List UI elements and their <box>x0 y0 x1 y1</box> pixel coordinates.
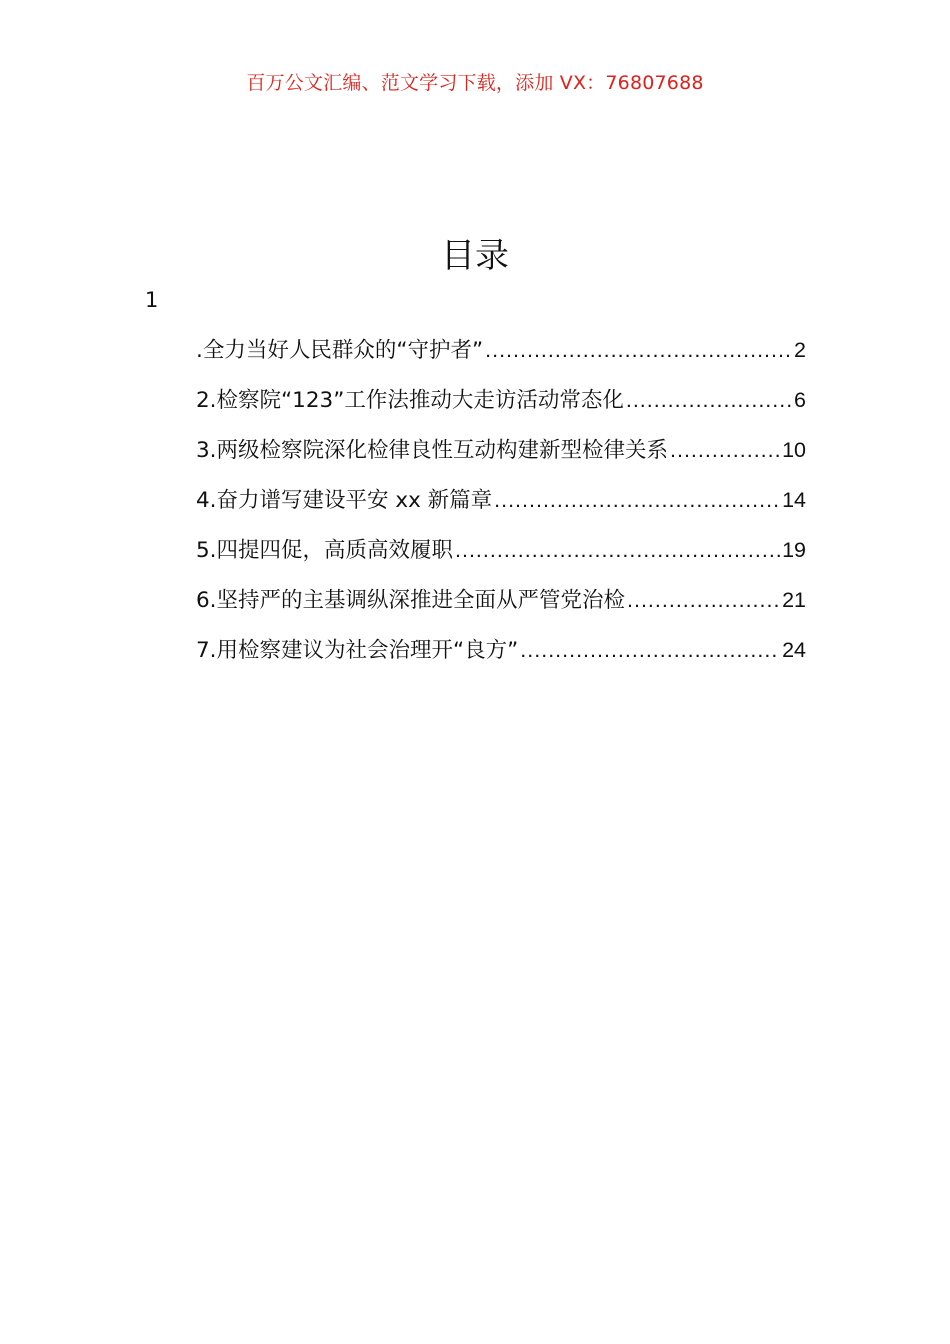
toc-leader-dots <box>494 488 780 513</box>
toc-entry-4[interactable] <box>196 483 806 533</box>
toc-leader-dots <box>626 388 792 413</box>
toc-entry-6[interactable] <box>196 583 806 633</box>
toc-entry-page: 2 <box>794 338 806 362</box>
toc-leader-dots <box>627 588 780 613</box>
toc-entry-page: 21 <box>782 588 806 612</box>
toc-leader-dots <box>485 338 792 363</box>
toc-list <box>196 333 806 683</box>
toc-entry-3[interactable] <box>196 433 806 483</box>
header-watermark-text: 百万公文汇编、范文学习下载，添加 VX：76807688 <box>246 72 704 94</box>
toc-entry-text: 4.奋力谱写建设平安 xx 新篇章 <box>196 488 493 513</box>
toc-entry-text: 7.用检察建议为社会治理开“良方” <box>196 638 519 663</box>
toc-entry-text: 3.两级检察院深化检律良性互动构建新型检律关系 <box>196 438 669 463</box>
toc-entry-page: 14 <box>782 488 806 512</box>
toc-title: 目录 <box>441 236 509 276</box>
toc-entry-page: 24 <box>782 638 806 662</box>
toc-entry-page: 6 <box>794 388 806 412</box>
toc-entry-text: .全力当好人民群众的“守护者” <box>196 338 484 363</box>
toc-leader-dots <box>670 438 780 463</box>
toc-number: 1 <box>145 288 159 312</box>
toc-entry-5[interactable] <box>196 533 806 583</box>
toc-entry-text: 5.四提四促，高质高效履职 <box>196 538 454 563</box>
toc-entry-7[interactable] <box>196 633 806 683</box>
toc-entry-text: 2.检察院“123”工作法推动大走访活动常态化 <box>196 388 624 413</box>
toc-entry-text: 6.坚持严的主基调纵深推进全面从严管党治检 <box>196 588 626 613</box>
toc-leader-dots <box>520 638 780 663</box>
toc-leader-dots <box>455 538 780 563</box>
toc-entry-page: 10 <box>782 438 806 462</box>
toc-entry-2[interactable] <box>196 383 806 433</box>
toc-entry-page: 19 <box>782 538 806 562</box>
toc-entry-1[interactable] <box>196 333 806 383</box>
